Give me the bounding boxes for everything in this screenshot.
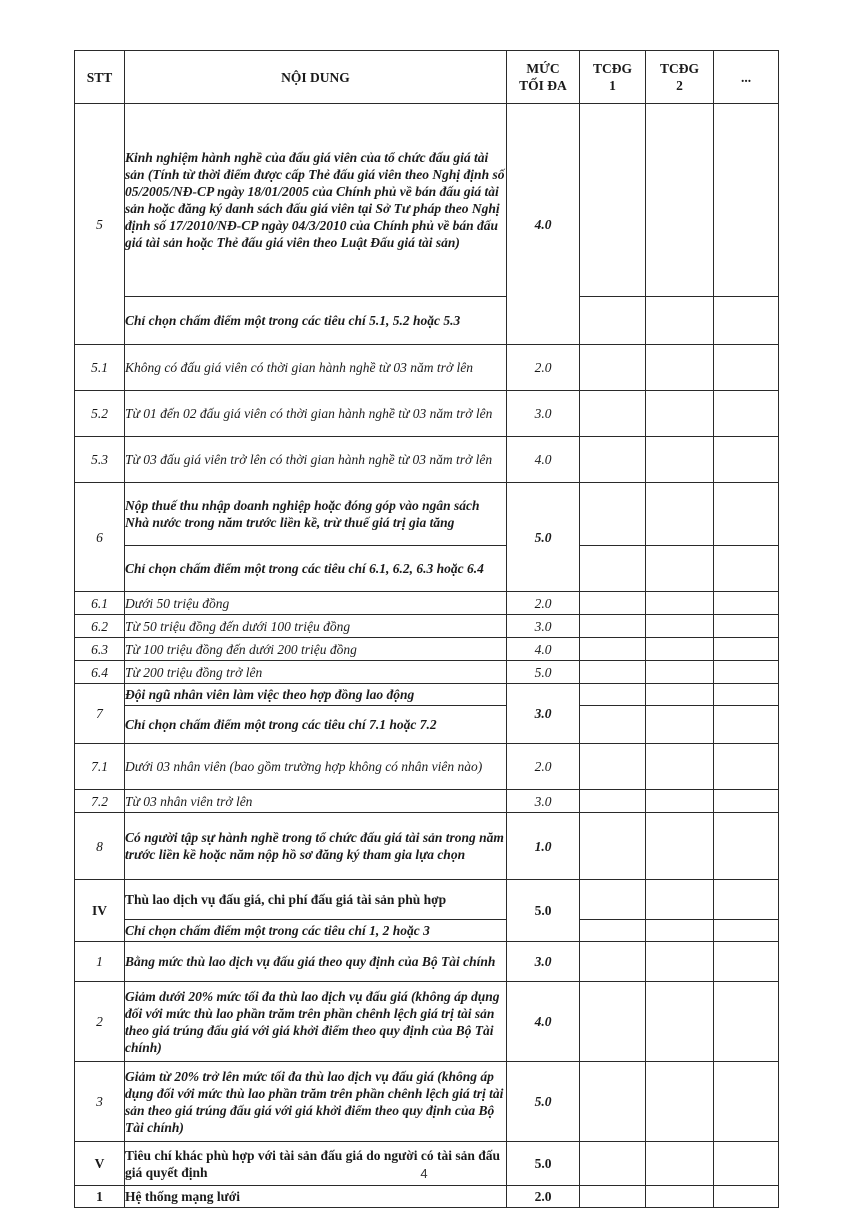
row-stt: 5.3 (75, 437, 125, 483)
score-cell (580, 437, 646, 483)
score-cell (714, 813, 779, 880)
row-stt: 6 (75, 483, 125, 592)
score-cell (646, 1186, 714, 1208)
score-cell (646, 942, 714, 982)
header-tcdg2 (646, 51, 714, 104)
score-cell (580, 920, 646, 942)
score-cell (646, 592, 714, 615)
score-cell (714, 437, 779, 483)
table-row (75, 982, 779, 1062)
row-max-score: 3.0 (507, 391, 580, 437)
header-tcdg2-line1: TCĐG (659, 61, 699, 76)
row-stt: 7 (75, 684, 125, 744)
row-stt: 5.1 (75, 345, 125, 391)
row-stt: V (75, 1142, 125, 1186)
row-content: Dưới 03 nhân viên (bao gồm trường hợp không có nhân viên nào) (125, 744, 507, 790)
score-cell (714, 391, 779, 437)
score-cell (714, 483, 779, 546)
score-cell (714, 638, 779, 661)
score-cell (646, 615, 714, 638)
row-max-score: 2.0 (507, 744, 580, 790)
row-stt: 5 (75, 104, 125, 345)
score-cell (714, 546, 779, 592)
row-stt: 5.2 (75, 391, 125, 437)
table-row (75, 345, 779, 391)
score-cell (580, 592, 646, 615)
score-cell (580, 684, 646, 706)
row-stt: 6.1 (75, 592, 125, 615)
table-row (75, 813, 779, 880)
row-note: Chỉ chọn chấm điểm một trong các tiêu chí 7.1 hoặc 7.2 (125, 706, 507, 744)
row-max-score: 1.0 (507, 813, 580, 880)
table-row (75, 391, 779, 437)
score-cell (580, 706, 646, 744)
header-more: ... (714, 51, 779, 104)
score-cell (714, 1186, 779, 1208)
row-note: Chỉ chọn chấm điểm một trong các tiêu chí 5.1, 5.2 hoặc 5.3 (125, 297, 507, 345)
score-cell (580, 391, 646, 437)
row-content: Không có đấu giá viên có thời gian hành nghề từ 03 năm trở lên (125, 345, 507, 391)
score-cell (714, 942, 779, 982)
score-cell (646, 391, 714, 437)
row-stt: 7.2 (75, 790, 125, 813)
row-max-score: 3.0 (507, 942, 580, 982)
row-note: Chỉ chọn chấm điểm một trong các tiêu chí 1, 2 hoặc 3 (125, 920, 507, 942)
row-content: Nộp thuế thu nhập doanh nghiệp hoặc đóng góp vào ngân sách Nhà nước trong năm trước liền kề, trừ thuế giá trị gia tăng (125, 483, 507, 546)
row-note: Chỉ chọn chấm điểm một trong các tiêu chí 6.1, 6.2, 6.3 hoặc 6.4 (125, 546, 507, 592)
score-cell (646, 706, 714, 744)
row-content: Hệ thống mạng lưới (125, 1186, 507, 1208)
score-cell (646, 1062, 714, 1142)
row-content: Từ 03 nhân viên trở lên (125, 790, 507, 813)
header-row (75, 51, 779, 104)
row-max-score: 3.0 (507, 684, 580, 744)
row-content: Kinh nghiệm hành nghề của đấu giá viên của tổ chức đấu giá tài sản (Tính từ thời điểm được cấp Thẻ đấu giá viên theo Nghị định số 05/2005/NĐ-CP ngày 18/01/2005 của Chính phủ về bán đấu giá tài sản hoặc đăng ký danh sách đấu giá viên tại Sở Tư pháp theo Nghị định số 17/2010/NĐ-CP ngày 04/3/2010 của Chính phủ về bán đấu giá tài sản hoặc Thẻ đấu giá viên theo Luật Đấu giá tài sản) (125, 104, 507, 297)
score-cell (714, 706, 779, 744)
table-row (75, 790, 779, 813)
row-max-score: 3.0 (507, 790, 580, 813)
row-stt: 6.2 (75, 615, 125, 638)
row-stt: 7.1 (75, 744, 125, 790)
score-cell (714, 1062, 779, 1142)
table-row (75, 615, 779, 638)
row-stt: 3 (75, 1062, 125, 1142)
score-cell (714, 297, 779, 345)
table-row (75, 104, 779, 297)
score-cell (714, 982, 779, 1062)
score-cell (646, 297, 714, 345)
score-cell (714, 592, 779, 615)
table-row (75, 661, 779, 684)
score-cell (714, 661, 779, 684)
score-cell (580, 813, 646, 880)
table-row (75, 942, 779, 982)
header-max-line2: TỐI ĐA (519, 78, 567, 93)
row-stt: 6.4 (75, 661, 125, 684)
row-max-score: 2.0 (507, 1186, 580, 1208)
row-stt: 6.3 (75, 638, 125, 661)
score-cell (580, 744, 646, 790)
header-max-line1: MỨC (526, 61, 560, 76)
score-cell (580, 483, 646, 546)
score-cell (646, 104, 714, 297)
row-max-score: 5.0 (507, 1062, 580, 1142)
row-content: Thù lao dịch vụ đấu giá, chi phí đấu giá tài sản phù hợp (125, 880, 507, 920)
row-content: Giảm từ 20% trở lên mức tối đa thù lao dịch vụ đấu giá (không áp dụng đối với mức thù lao phần trăm trên phần chênh lệch giá trị tài sản theo giá trúng đấu giá với giá khởi điểm theo quy định của Bộ Tài chính) (125, 1062, 507, 1142)
score-cell (714, 345, 779, 391)
row-max-score: 4.0 (507, 104, 580, 345)
score-cell (646, 813, 714, 880)
score-cell (646, 920, 714, 942)
score-cell (714, 104, 779, 297)
table-row (75, 744, 779, 790)
row-stt: IV (75, 880, 125, 942)
row-content: Từ 200 triệu đồng trở lên (125, 661, 507, 684)
row-content: Từ 50 triệu đồng đến dưới 100 triệu đồng (125, 615, 507, 638)
score-cell (646, 684, 714, 706)
score-cell (580, 790, 646, 813)
score-cell (646, 661, 714, 684)
row-stt: 2 (75, 982, 125, 1062)
header-stt: STT (75, 51, 125, 104)
row-max-score: 5.0 (507, 880, 580, 942)
score-cell (646, 744, 714, 790)
score-cell (580, 982, 646, 1062)
row-max-score: 4.0 (507, 437, 580, 483)
table-row (75, 483, 779, 546)
score-cell (714, 880, 779, 920)
score-cell (646, 790, 714, 813)
score-cell (646, 345, 714, 391)
row-content: Đội ngũ nhân viên làm việc theo hợp đồng lao động (125, 684, 507, 706)
score-cell (580, 345, 646, 391)
score-cell (646, 483, 714, 546)
header-tcdg1-line2: 1 (609, 78, 616, 93)
row-content: Bằng mức thù lao dịch vụ đấu giá theo quy định của Bộ Tài chính (125, 942, 507, 982)
table-row (75, 1062, 779, 1142)
score-cell (714, 744, 779, 790)
row-max-score: 3.0 (507, 615, 580, 638)
table-row (75, 437, 779, 483)
score-cell (714, 920, 779, 942)
table-row (75, 638, 779, 661)
criteria-table (74, 50, 779, 1208)
row-content: Từ 01 đến 02 đấu giá viên có thời gian hành nghề từ 03 năm trở lên (125, 391, 507, 437)
table-row (75, 546, 779, 592)
score-cell (580, 297, 646, 345)
score-cell (580, 942, 646, 982)
table-row (75, 880, 779, 920)
row-max-score: 5.0 (507, 483, 580, 592)
score-cell (714, 615, 779, 638)
score-cell (646, 880, 714, 920)
row-stt: 8 (75, 813, 125, 880)
score-cell (646, 437, 714, 483)
header-max-score (507, 51, 580, 104)
header-content: NỘI DUNG (125, 51, 507, 104)
score-cell (580, 661, 646, 684)
header-tcdg1-line1: TCĐG (592, 61, 632, 76)
row-content: Từ 100 triệu đồng đến dưới 200 triệu đồng (125, 638, 507, 661)
page-number: 4 (420, 1166, 428, 1181)
row-content: Giảm dưới 20% mức tối đa thù lao dịch vụ đấu giá (không áp dụng đối với mức thù lao phần trăm trên phần chênh lệch giá trị tài sản theo giá trúng đấu giá với giá khởi điểm theo quy định của Bộ Tài chính) (125, 982, 507, 1062)
row-content: Tiêu chí khác phù hợp với tài sản đấu giá do người có tài sản đấu giá quyết định (125, 1142, 507, 1186)
table-row (75, 1186, 779, 1208)
header-tcdg1 (580, 51, 646, 104)
score-cell (580, 880, 646, 920)
row-max-score: 5.0 (507, 661, 580, 684)
score-cell (580, 615, 646, 638)
score-cell (580, 1062, 646, 1142)
table-row (75, 684, 779, 706)
row-content: Có người tập sự hành nghề trong tổ chức đấu giá tài sản trong năm trước liền kề hoặc năm nộp hồ sơ đăng ký tham gia lựa chọn (125, 813, 507, 880)
score-cell (646, 546, 714, 592)
score-cell (646, 982, 714, 1062)
row-max-score: 2.0 (507, 345, 580, 391)
score-cell (714, 790, 779, 813)
score-cell (646, 638, 714, 661)
table-row (75, 297, 779, 345)
row-max-score: 4.0 (507, 982, 580, 1062)
row-stt: 1 (75, 1186, 125, 1208)
table-row (75, 920, 779, 942)
score-cell (580, 638, 646, 661)
header-tcdg2-line2: 2 (676, 78, 683, 93)
row-content: Từ 03 đấu giá viên trở lên có thời gian hành nghề từ 03 năm trở lên (125, 437, 507, 483)
score-cell (714, 684, 779, 706)
score-cell (580, 546, 646, 592)
row-stt: 1 (75, 942, 125, 982)
row-max-score: 5.0 (507, 1142, 580, 1186)
score-cell (580, 104, 646, 297)
row-max-score: 2.0 (507, 592, 580, 615)
row-max-score: 4.0 (507, 638, 580, 661)
table-row (75, 706, 779, 744)
score-cell (580, 1186, 646, 1208)
table-row (75, 592, 779, 615)
row-content: Dưới 50 triệu đồng (125, 592, 507, 615)
